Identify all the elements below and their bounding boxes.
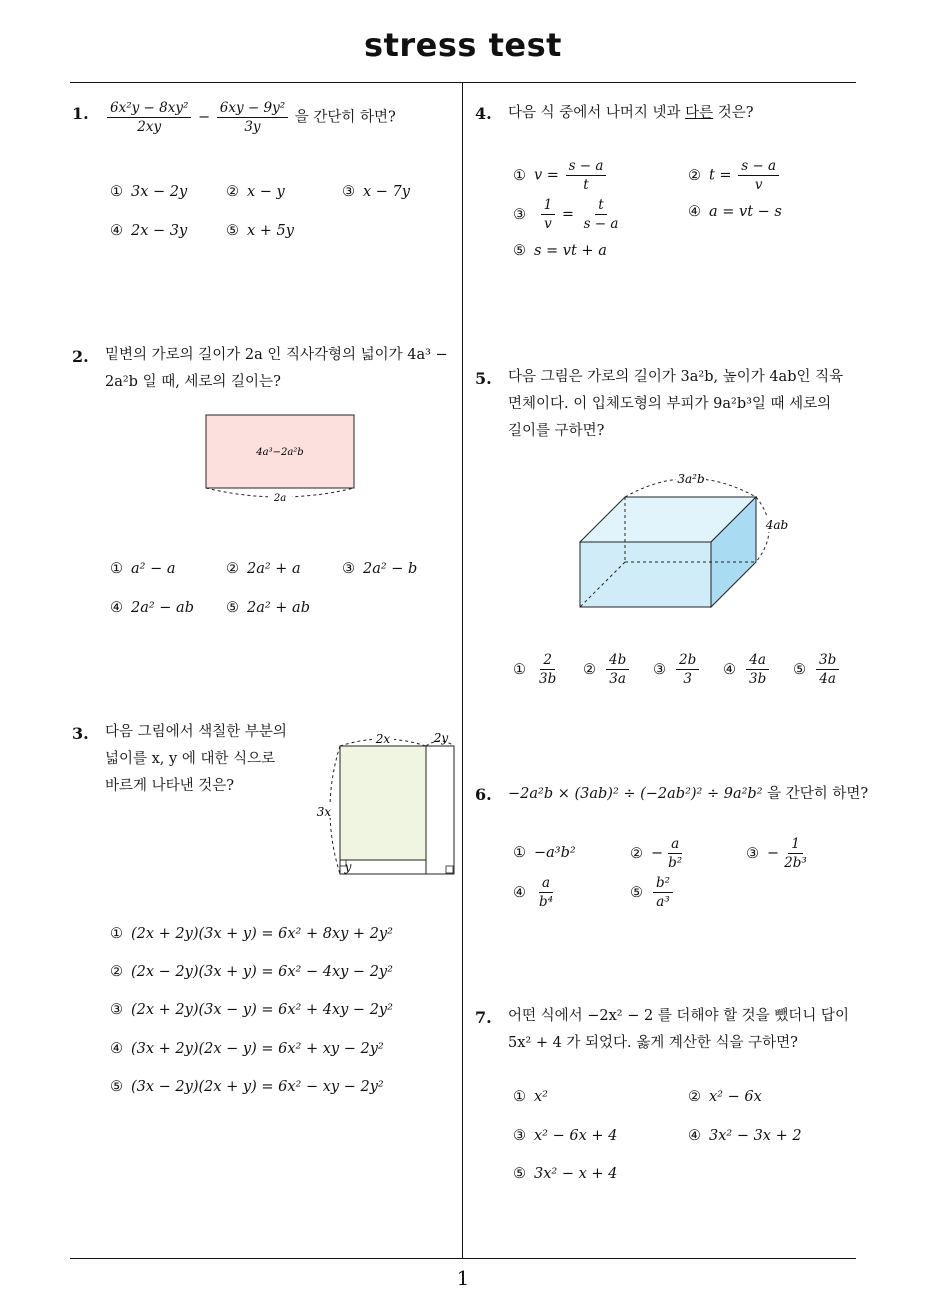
choice-1[interactable]: ① v = $\frac{s - a}{t}$ <box>513 158 608 193</box>
choice-3[interactable]: ③ x² − 6x + 4 <box>513 1128 618 1144</box>
question-stem: 다음 그림에서 색칠한 부분의 넓이를 x, y 에 대한 식으로 바르게 나타낸 것은? <box>105 724 287 794</box>
choice-4[interactable]: ④ 2a² − ab <box>110 600 194 616</box>
choice-2[interactable]: ② x² − 6x <box>688 1089 762 1105</box>
choice-2[interactable]: ② 2a² + a <box>226 561 301 577</box>
top-label: 3a²b <box>677 472 705 486</box>
question-stem: 다음 그림은 가로의 길이가 3a²b, 높이가 4ab인 직육 면체이다. 이 입체도형의 부피가 9a²b³일 때 세로의 길이를 구하면? <box>508 369 844 439</box>
rectangle-figure <box>200 410 360 505</box>
choice-2[interactable]: ② (2x − 2y)(3x + y) = 6x² − 4xy − 2y² <box>110 964 393 980</box>
choice-3[interactable]: ③ $\frac{2b}{3}$ <box>653 652 701 687</box>
question-number: 1. <box>72 104 89 123</box>
column-divider <box>462 83 463 1258</box>
choice-4[interactable]: ④ (3x + 2y)(2x − y) = 6x² + xy − 2y² <box>110 1041 384 1057</box>
question-number: 6. <box>475 785 492 804</box>
side-label: 4ab <box>765 518 789 532</box>
question-stem: 밑변의 가로의 길이가 2a 인 직사각형의 넓이가 4a³ − 2a²b 일 때, 세로의 길이는? <box>105 347 448 390</box>
choice-4[interactable]: ④ 3x² − 3x + 2 <box>688 1128 802 1144</box>
page-title: stress test <box>364 26 562 64</box>
choice-5[interactable]: ⑤ x + 5y <box>226 223 294 239</box>
choice-5[interactable]: ⑤ 3x² − x + 4 <box>513 1166 618 1182</box>
choice-4[interactable]: ④ 2x − 3y <box>110 223 188 239</box>
cuboid-figure <box>570 462 800 612</box>
choice-1[interactable]: ① (2x + 2y)(3x + y) = 6x² + 8xy + 2y² <box>110 926 393 942</box>
choice-5[interactable]: ⑤ $\frac{3b}{4a}$ <box>793 652 841 687</box>
choice-1[interactable]: ① −a³b² <box>513 845 576 861</box>
shaded-rectangle-figure <box>312 728 462 878</box>
choice-5[interactable]: ⑤ $\frac{\text{b²}}{\text{a³}}$ <box>630 875 675 910</box>
choice-4[interactable]: ④ $\frac{4a}{3b}$ <box>723 652 771 687</box>
choice-1[interactable]: ① a² − a <box>110 561 176 577</box>
choice-1[interactable]: ① 3x − 2y <box>110 184 188 200</box>
choice-2[interactable]: ② $\frac{4b}{3a}$ <box>583 652 631 687</box>
choice-3[interactable]: ③ − $\frac{1}{\text{2b³}}$ <box>746 836 807 871</box>
choice-3[interactable]: ③ 2a² − b <box>342 561 418 577</box>
base-label: 2a <box>273 493 287 504</box>
question-number: 2. <box>72 347 89 366</box>
question-number: 4. <box>475 104 492 123</box>
choice-3[interactable]: ③ $\frac{1}{v}$ = $\frac{t}{s - a}$ <box>513 197 619 232</box>
choice-1[interactable]: ① x² <box>513 1089 548 1105</box>
choice-5[interactable]: ⑤ (3x − 2y)(2x + y) = 6x² − xy − 2y² <box>110 1079 384 1095</box>
question-stem: −2a²b × (3ab)² ÷ (−2ab²)² ÷ 9a²b² 을 간단히 하면? <box>508 786 869 802</box>
choice-2[interactable]: ② − $\frac{a}{\text{b²}}$ <box>630 836 683 871</box>
page-number: 1 <box>456 1266 470 1290</box>
fraction-1: $\frac{\text{6x²y − 8xy²}}{2xy}$ <box>107 100 191 135</box>
choice-2[interactable]: ② x − y <box>226 184 285 200</box>
question-number: 7. <box>475 1008 492 1027</box>
choice-5[interactable]: ⑤ 2a² + ab <box>226 600 310 616</box>
bottom-label-y: y <box>344 860 352 874</box>
choice-4[interactable]: ④ $\frac{a}{\text{b⁴}}$ <box>513 875 554 910</box>
question-stem: $\frac{\text{6x²y − 8xy²}}{2xy}$ − $\frac{\text{6xy − 9y²}}{3y}$ 을 간단히 하면? <box>105 100 396 135</box>
top-label-2y: 2y <box>433 731 449 745</box>
question-number: 5. <box>475 369 492 388</box>
choice-3[interactable]: ③ (2x + 2y)(3x − y) = 6x² + 4xy − 2y² <box>110 1002 393 1018</box>
top-rule <box>70 82 856 83</box>
left-label-3x: 3x <box>316 805 332 819</box>
question-number: 3. <box>72 724 89 743</box>
question-stem: 다음 식 중에서 나머지 넷과 다른 것은? <box>508 105 754 121</box>
choice-4[interactable]: ④ a = vt − s <box>688 204 782 220</box>
top-label-2x: 2x <box>375 732 391 746</box>
choice-1[interactable]: ① $\frac{2}{3b}$ <box>513 652 557 687</box>
fraction-2: $\frac{\text{6xy − 9y²}}{3y}$ <box>217 100 288 135</box>
question-stem: 어떤 식에서 −2x² − 2 를 더해야 할 것을 뺐더니 답이 5x² + 4 가 되었다. 옳게 계산한 식을 구하면? <box>508 1008 849 1051</box>
choice-2[interactable]: ② t = $\frac{s - a}{v}$ <box>688 158 781 193</box>
choice-5[interactable]: ⑤ s = vt + a <box>513 243 607 259</box>
area-label: 4a³−2a²b <box>256 447 304 458</box>
choice-3[interactable]: ③ x − 7y <box>342 184 410 200</box>
bottom-rule <box>70 1258 856 1259</box>
